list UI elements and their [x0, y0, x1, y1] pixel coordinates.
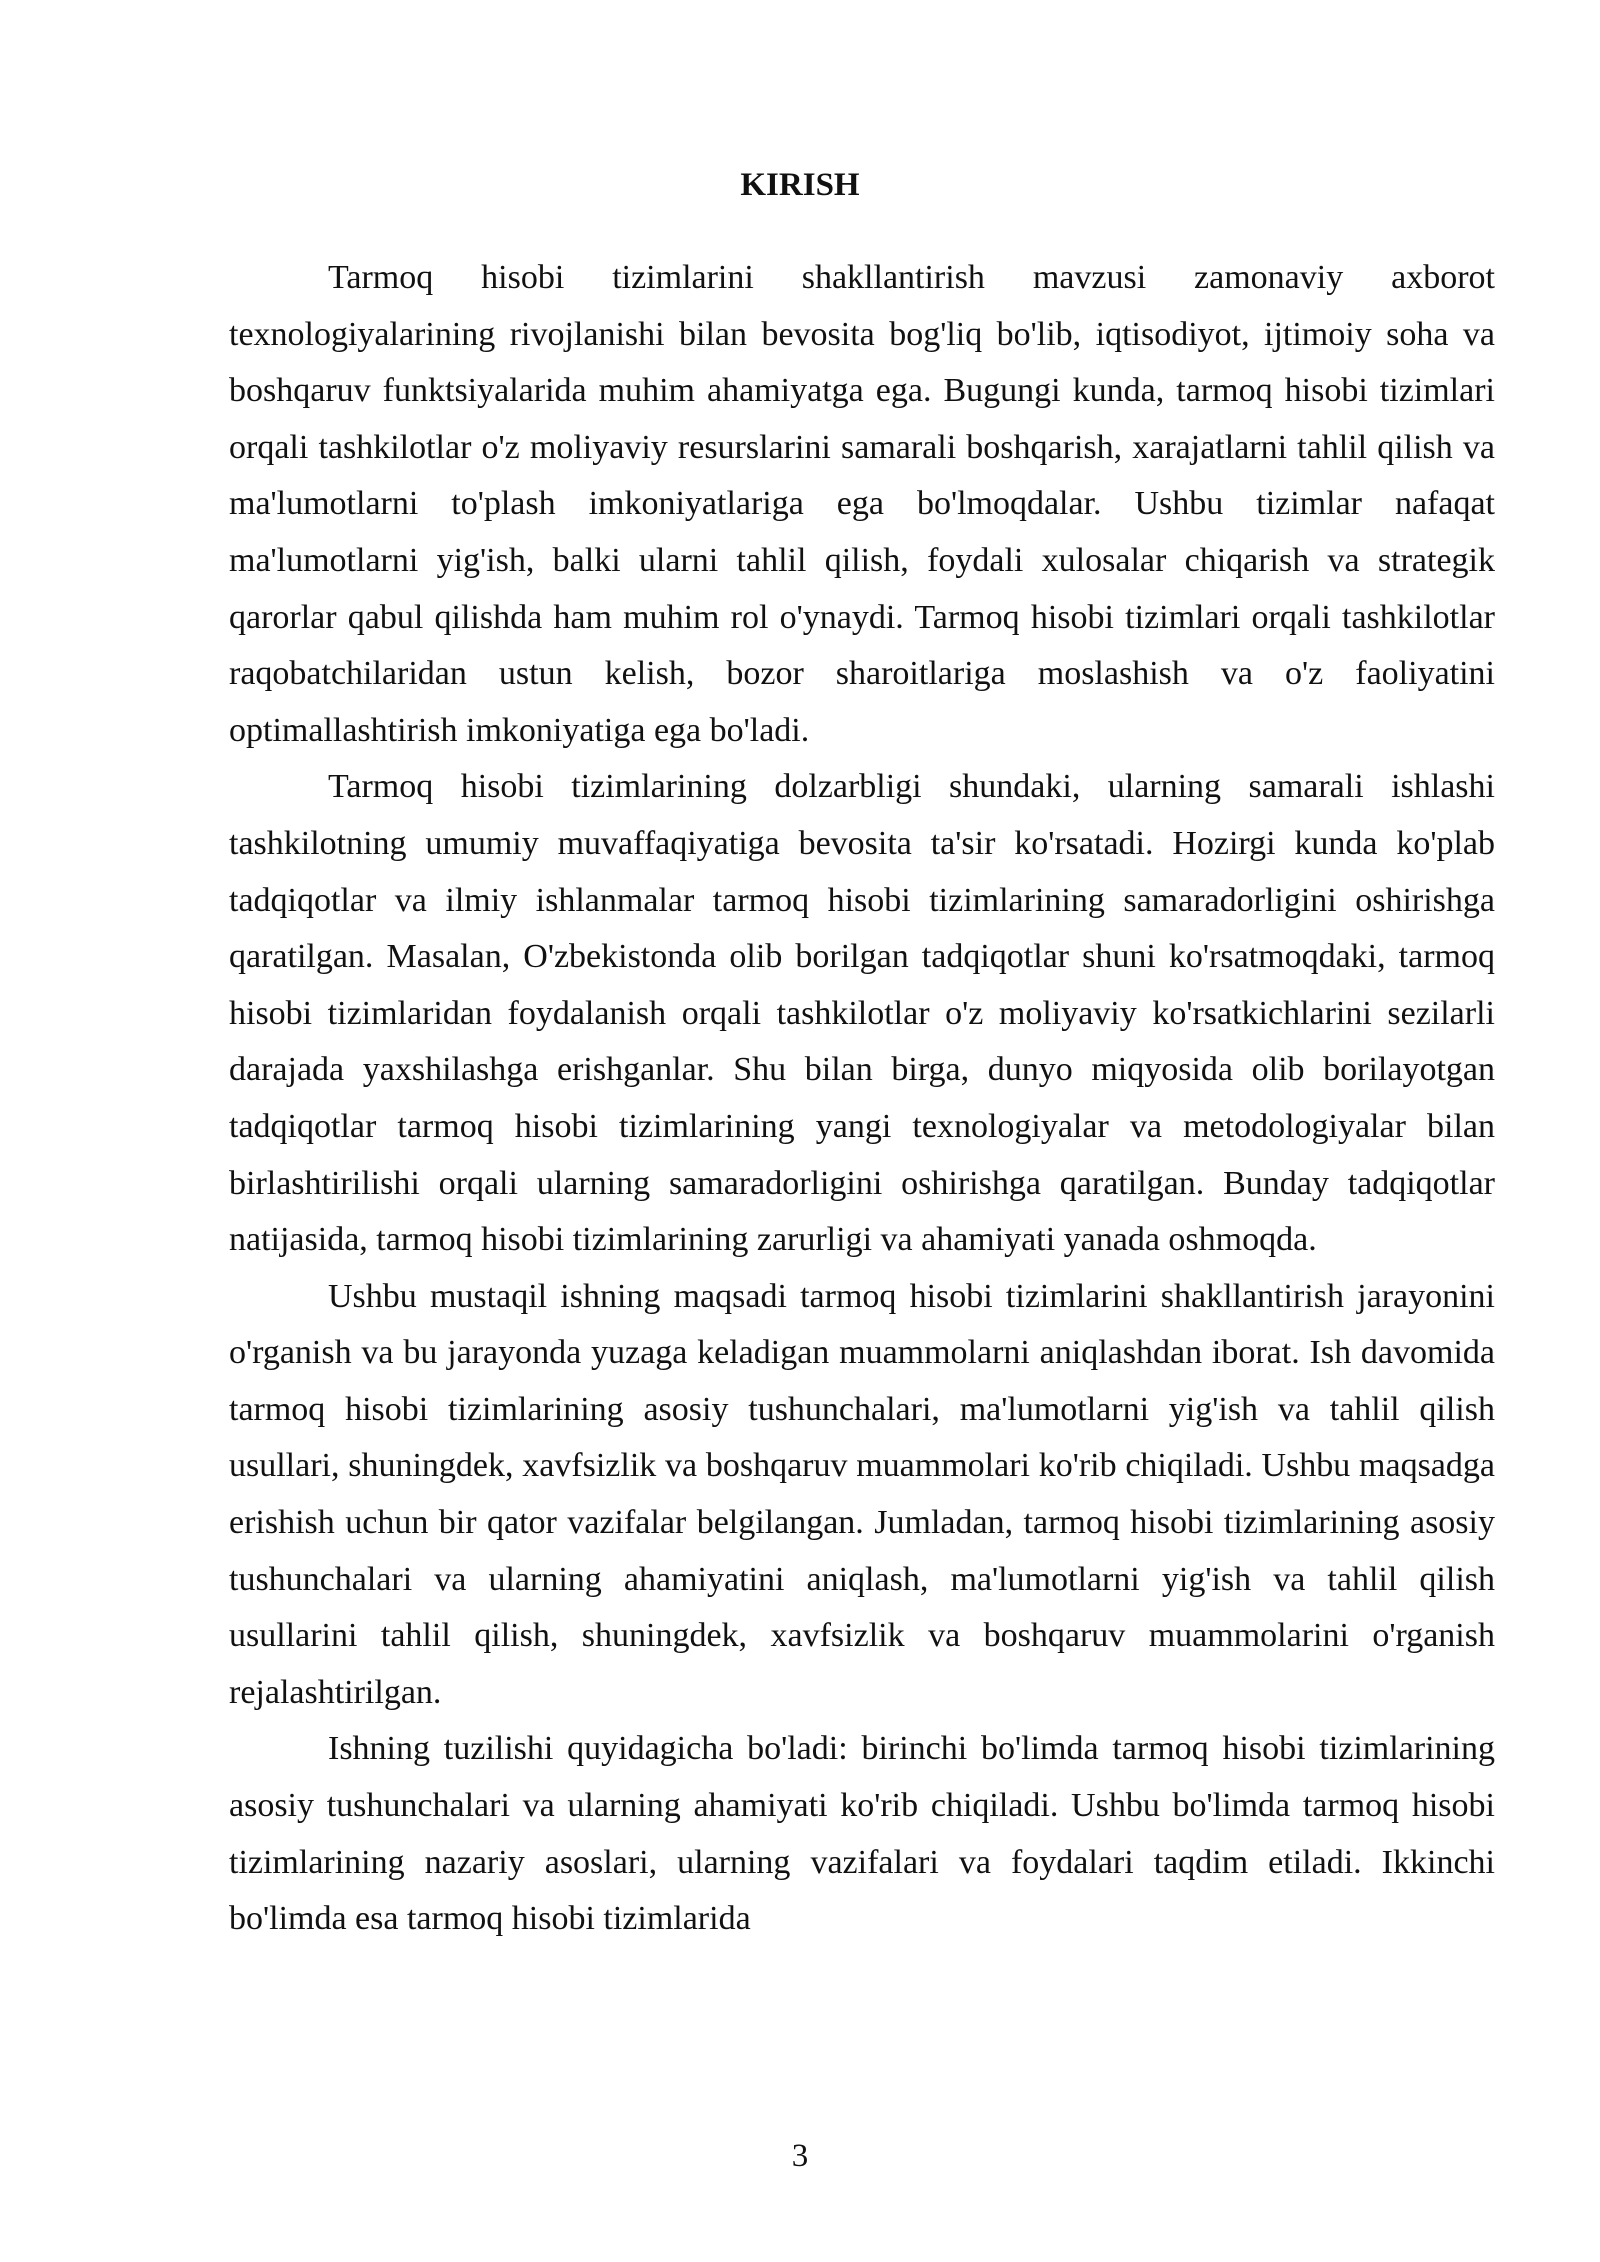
page-title: KIRISH [740, 167, 860, 203]
paragraph-4: Ishning tuzilishi quyidagicha bo'ladi: birinchi bo'limda tarmoq hisobi tizimlarining asosiy tushunchalari va ularning ahamiyati ko'rib chiqiladi. Ushbu bo'limda tarmoq hisobi tizimlarining nazariy asoslari, ularning vazifalari va foydalari taqdim etiladi. Ikkinchi bo'limda esa tarmoq hisobi tizimlarida [229, 1730, 1495, 1938]
document-body [229, 250, 1495, 1948]
paragraph-2: Tarmoq hisobi tizimlarining dolzarbligi shundaki, ularning samarali ishlashi tashkilotning umumiy muvaffaqiyatiga bevosita ta'sir ko'rsatadi. Hozirgi kunda ko'plab tadqiqotlar va ilmiy ishlanmalar tarmoq hisobi tizimlarining samaradorligini oshirishga qaratilgan. Masalan, O'zbekistonda olib borilgan tadqiqotlar shuni ko'rsatmoqdaki, tarmoq hisobi tizimlaridan foydalanish orqali tashkilotlar o'z moliyaviy ko'rsatkichlarini sezilarli darajada yaxshilashga erishganlar. Shu bilan birga, dunyo miqyosida olib borilayotgan tadqiqotlar tarmoq hisobi tizimlarining yangi texnologiyalar va metodologiyalar bilan birlashtirilishi orqali ularning samaradorligini oshirishga qaratilgan. Bunday tadqiqotlar natijasida, tarmoq hisobi tizimlarining zarurligi va ahamiyati yanada oshmoqda. [229, 768, 1495, 1259]
paragraph-1: Tarmoq hisobi tizimlarini shakllantirish mavzusi zamonaviy axborot texnologiyalarining rivojlanishi bilan bevosita bog'liq bo'lib, iqtisodiyot, ijtimoiy soha va boshqaruv funktsiyalarida muhim ahamiyatga ega. Bugungi kunda, tarmoq hisobi tizimlari orqali tashkilotlar o'z moliyaviy resurslarini samarali boshqarish, xarajatlarni tahlil qilish va ma'lumotlarni to'plash imkoniyatlariga ega bo'lmoqdalar. Ushbu tizimlar nafaqat ma'lumotlarni yig'ish, balki ularni tahlil qilish, foydali xulosalar chiqarish va strategik qarorlar qabul qilishda ham muhim rol o'ynaydi. Tarmoq hisobi tizimlari orqali tashkilotlar raqobatchilaridan ustun kelish, bozor sharoitlariga moslashish va o'z faoliyatini optimallashtirish imkoniyatiga ega bo'ladi. [229, 259, 1495, 749]
page-number: 3 [791, 2138, 809, 2174]
paragraph-3: Ushbu mustaqil ishning maqsadi tarmoq hisobi tizimlarini shakllantirish jarayonini o'rganish va bu jarayonda yuzaga keladigan muammolarni aniqlashdan iborat. Ish davomida tarmoq hisobi tizimlarining asosiy tushunchalari, ma'lumotlarni yig'ish va tahlil qilish usullari, shuningdek, xavfsizlik va boshqaruv muammolari ko'rib chiqiladi. Ushbu maqsadga erishish uchun bir qator vazifalar belgilangan. Jumladan, tarmoq hisobi tizimlarining asosiy tushunchalari va ularning ahamiyatini aniqlash, ma'lumotlarni yig'ish va tahlil qilish usullarini tahlil qilish, shuningdek, xavfsizlik va boshqaruv muammolarini o'rganish rejalashtirilgan. [229, 1277, 1495, 1711]
